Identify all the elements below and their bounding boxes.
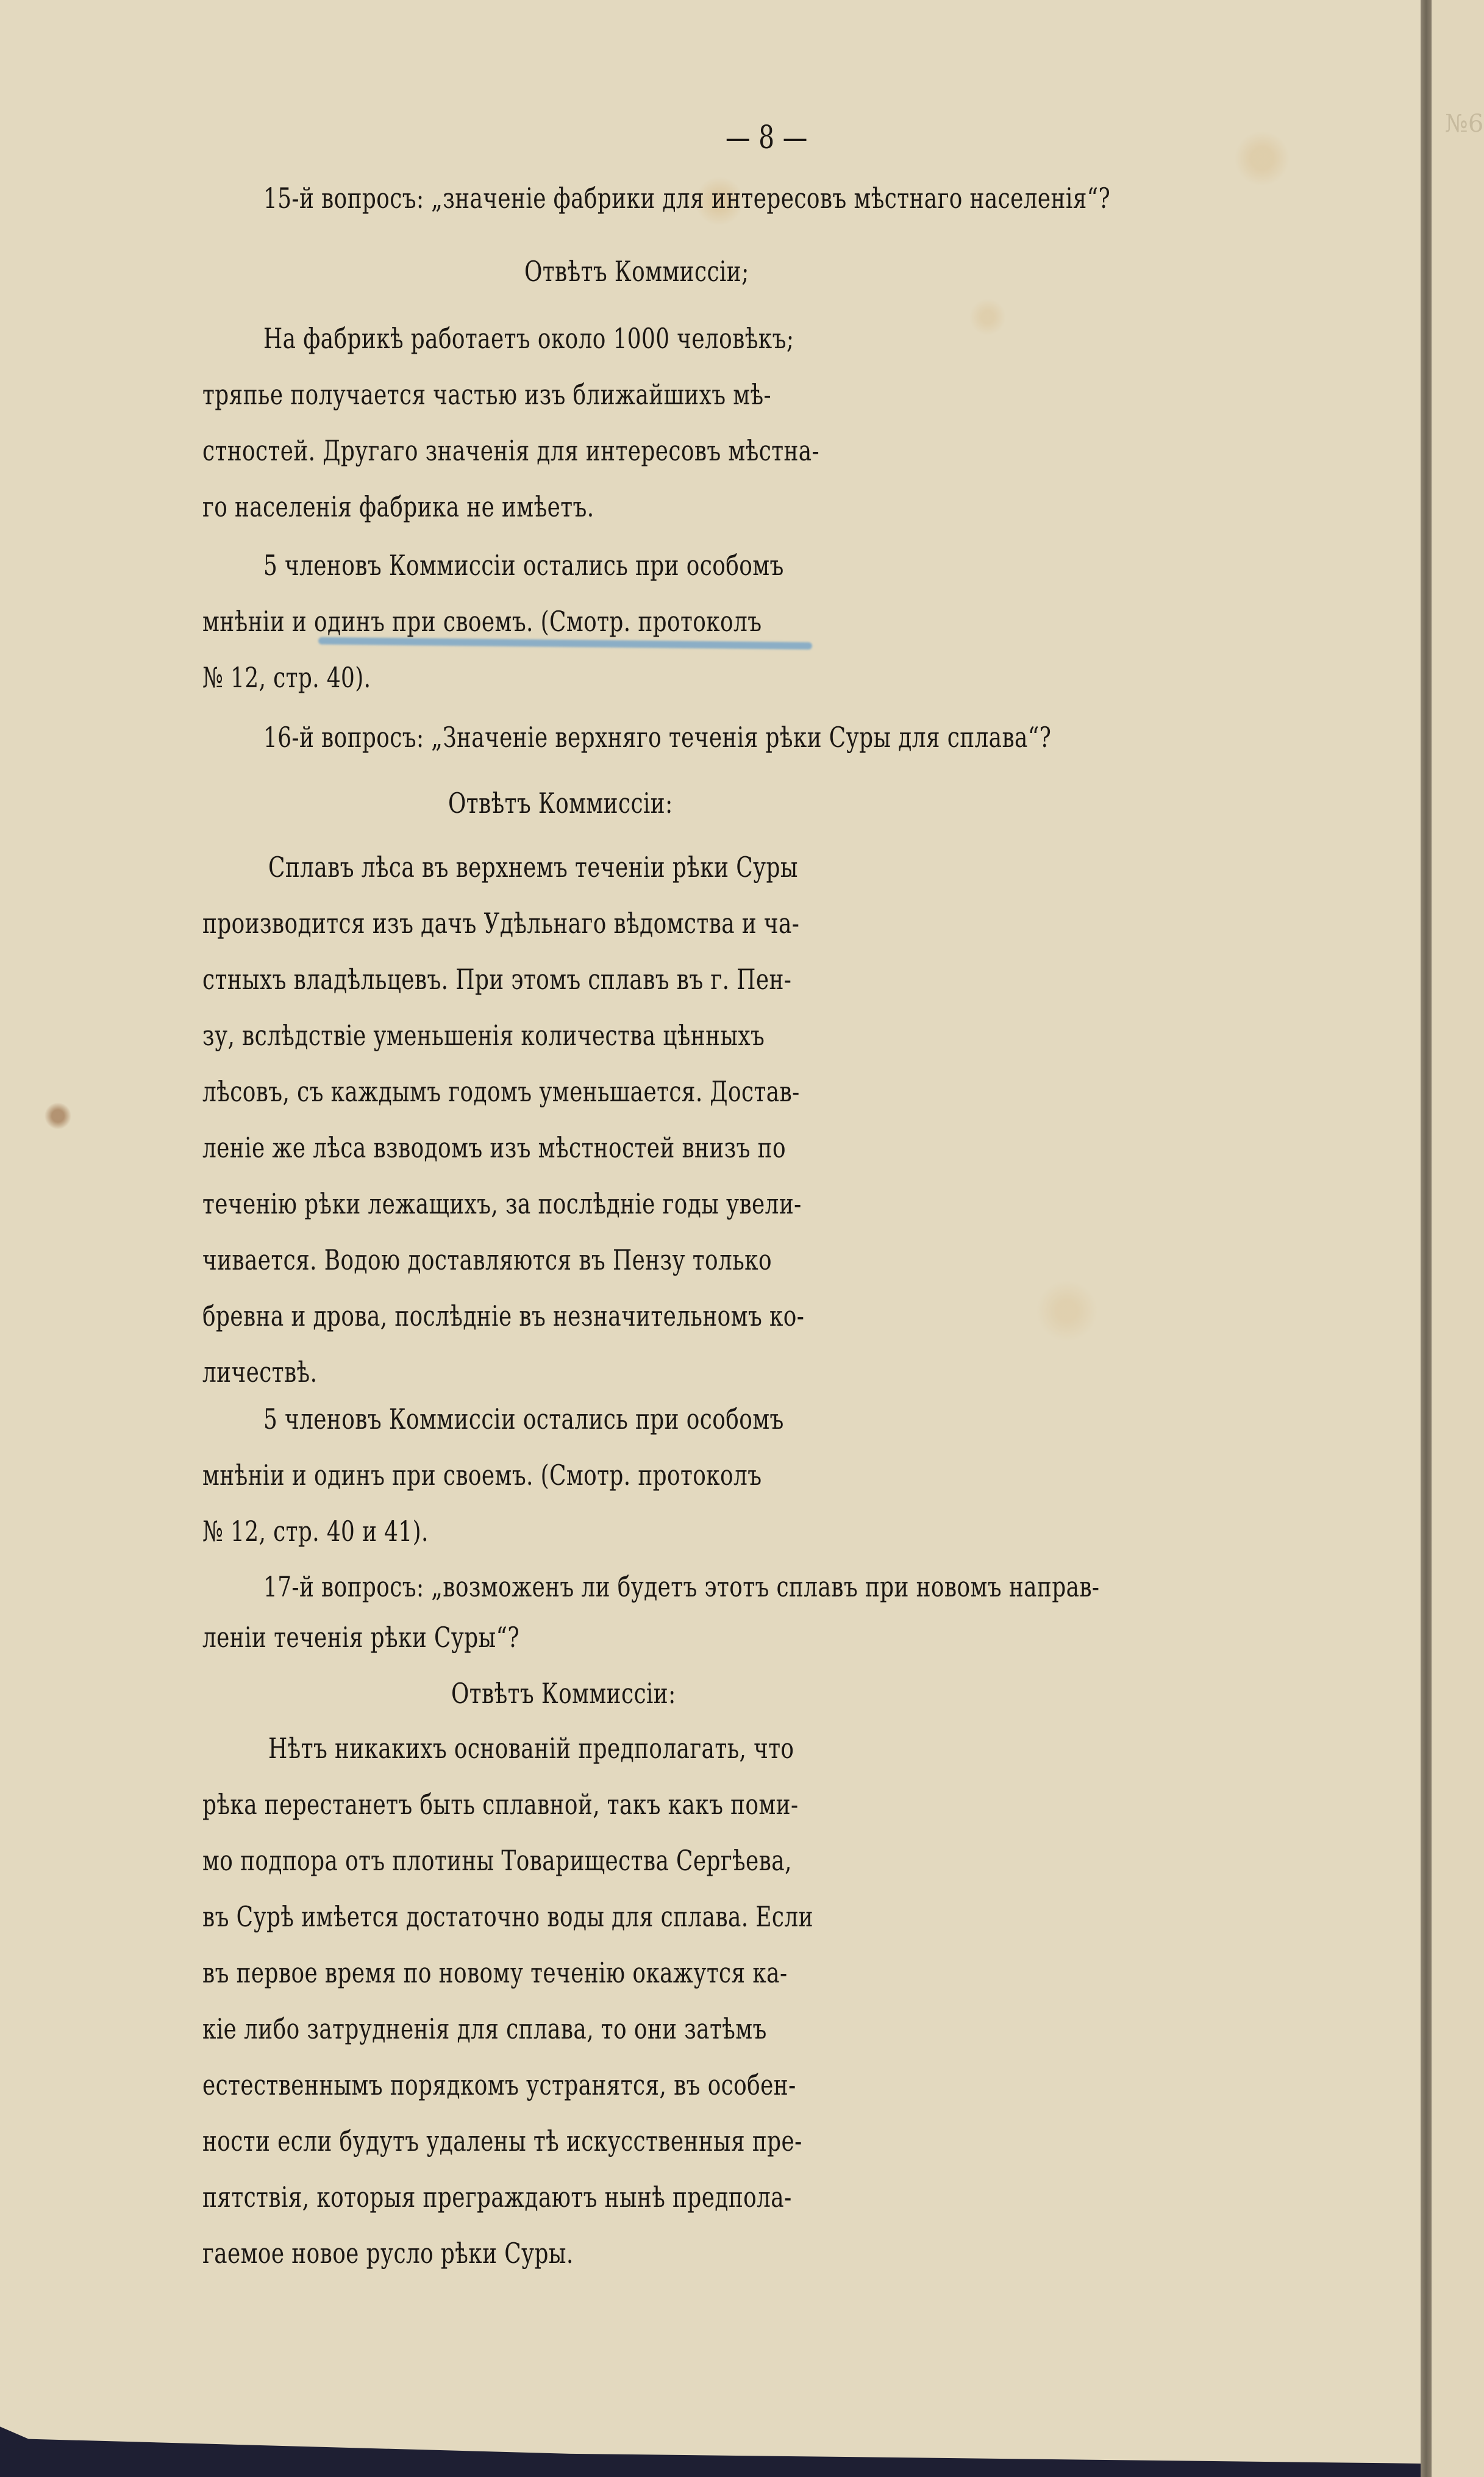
answer-17-line: Нѣтъ никакихъ основаній предполагать, что xyxy=(268,1732,794,1765)
answer-17-line: въ Сурѣ имѣется достаточно воды для сплава. Если xyxy=(202,1900,813,1933)
answer-17-line: рѣка перестанетъ быть сплавной, такъ какъ поми- xyxy=(202,1788,799,1821)
answer-17-line: въ первое время по новому теченію окажутся ка- xyxy=(202,1956,788,1989)
question-17: 17-й вопросъ: „возможенъ ли будетъ этотъ сплавъ при новомъ направ- xyxy=(263,1570,1100,1603)
edge-stamp: №6 xyxy=(1445,110,1484,138)
answer-17-line: ности если будутъ удалены тѣ искусственныя пре- xyxy=(202,2125,802,2157)
answer-15-line: го населенія фабрика не имѣетъ. xyxy=(202,490,594,523)
answer-16-line: бревна и дрова, послѣдніе въ незначительномъ ко- xyxy=(202,1299,805,1332)
answer-16-line: зу, вслѣдствіе уменьшенія количества цѣнныхъ xyxy=(202,1019,765,1052)
answer-17-line: кіе либо затрудненія для сплава, то они затѣмъ xyxy=(202,2012,767,2045)
answer-16-line: теченію рѣки лежащихъ, за послѣдніе годы увели- xyxy=(202,1187,802,1220)
answer-16-line: чивается. Водою доставляются въ Пензу только xyxy=(202,1243,772,1276)
answer-15-line: На фабрикѣ работаетъ около 1000 человѣкъ; xyxy=(263,322,794,355)
answer-15-line: тряпье получается частью изъ ближайшихъ мѣ- xyxy=(202,378,772,411)
note-15-line: № 12, стр. 40). xyxy=(202,661,371,694)
answer-15-line: стностей. Другаго значенія для интересовъ мѣстна- xyxy=(202,434,820,467)
answer-17-line: естественнымъ порядкомъ устранятся, въ особен- xyxy=(202,2068,796,2101)
adjacent-page-edge xyxy=(1432,0,1484,2477)
page-number: — 8 — xyxy=(726,120,808,156)
note-16-line: 5 членовъ Коммиссіи остались при особомъ xyxy=(263,1403,784,1435)
note-16-line: № 12, стр. 40 и 41). xyxy=(202,1515,429,1548)
answer-16-line: леніе же лѣса взводомъ изъ мѣстностей внизъ по xyxy=(202,1131,786,1164)
answer-heading-16: Отвѣтъ Коммиссіи: xyxy=(448,787,673,820)
answer-17-line: мо подпора отъ плотины Товарищества Сергѣева, xyxy=(202,1844,792,1877)
answer-heading-17: Отвѣтъ Коммиссіи: xyxy=(451,1677,676,1710)
note-15-line: мнѣніи и одинъ при своемъ. (Смотр. протоколъ xyxy=(202,605,762,638)
answer-16-line: Сплавъ лѣса въ верхнемъ теченіи рѣки Суры xyxy=(268,851,798,884)
question-16: 16-й вопросъ: „Значеніе верхняго теченія рѣки Суры для сплава“? xyxy=(263,721,1052,754)
answer-17-line: гаемое новое русло рѣки Суры. xyxy=(202,2237,574,2270)
answer-16-line: лѣсовъ, съ каждымъ годомъ уменьшается. Достав- xyxy=(202,1075,800,1108)
answer-heading-15: Отвѣтъ Коммиссіи; xyxy=(524,255,749,288)
note-15-line: 5 членовъ Коммиссіи остались при особомъ xyxy=(263,549,784,582)
note-16-line: мнѣніи и одинъ при своемъ. (Смотр. протоколъ xyxy=(202,1459,762,1492)
book-spine-gutter xyxy=(1421,0,1432,2477)
answer-16-line: личествѣ. xyxy=(202,1356,318,1389)
question-17-continued: леніи теченія рѣки Суры“? xyxy=(202,1621,519,1654)
answer-16-line: производится изъ дачъ Удѣльнаго вѣдомства и ча- xyxy=(202,907,800,940)
question-15: 15-й вопросъ: „значеніе фабрики для интересовъ мѣстнаго населенія“? xyxy=(263,182,1111,215)
answer-16-line: стныхъ владѣльцевъ. При этомъ сплавъ въ г. Пен- xyxy=(202,963,792,996)
answer-17-line: пятствія, которыя преграждаютъ нынѣ предпола- xyxy=(202,2181,792,2214)
